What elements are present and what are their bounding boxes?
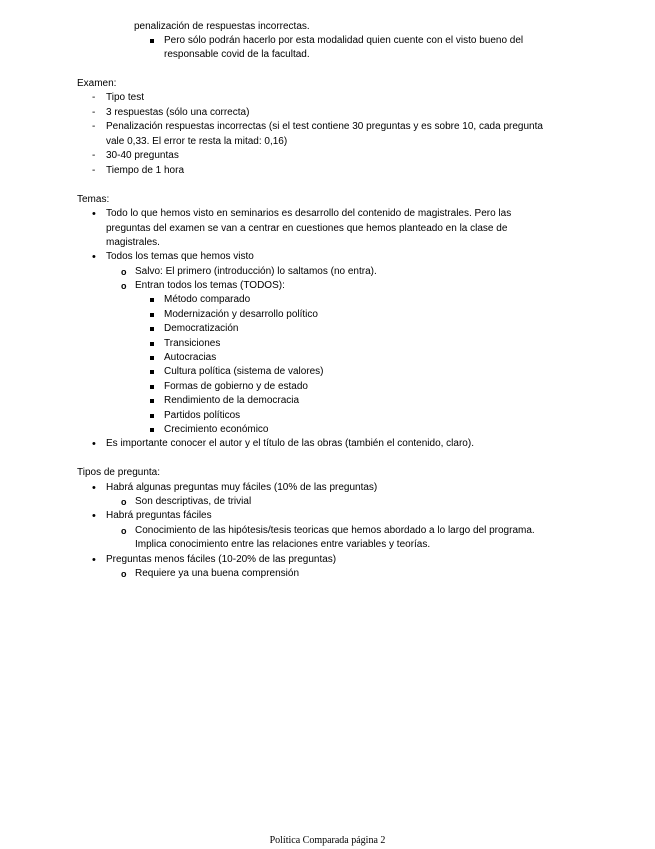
topic-item: Cultura política (sistema de valores) (164, 365, 324, 380)
list-item: Pero sólo podrán hacerlo por esta modalidad quien cuente con el visto bueno del (164, 34, 523, 49)
text-line: Implica conocimiento entre las relaciones entre variables y teorías. (135, 539, 431, 550)
list-item: o Entran todos los temas (TODOS): (135, 279, 285, 294)
list-item: - 3 respuestas (sólo una correcta) (106, 106, 249, 121)
section-heading-tipos: Tipos de pregunta: (77, 467, 161, 478)
topic-item: Modernización y desarrollo político (164, 308, 318, 323)
list-item: • Todo lo que hemos visto en seminarios es desarrollo del contenido de magistrales. Pero las (106, 207, 511, 222)
topic-item: Método comparado (164, 293, 250, 308)
text-line: vale 0,33. El error te resta la mitad: 0,16) (106, 136, 288, 147)
text-line: magistrales. (106, 237, 160, 248)
list-item: • Todos los temas que hemos visto (106, 250, 254, 265)
topic-item: Rendimiento de la democracia (164, 394, 299, 409)
list-item: • Es importante conocer el autor y el título de las obras (también el contenido, claro). (106, 437, 474, 452)
topic-item: Formas de gobierno y de estado (164, 380, 308, 395)
topic-item: Crecimiento económico (164, 423, 269, 438)
section-heading-examen: Examen: (77, 78, 117, 89)
list-item: • Habrá preguntas fáciles (106, 509, 212, 524)
list-item: o Conocimiento de las hipótesis/tesis teoricas que hemos abordado a lo largo del programa. (135, 524, 535, 539)
list-item: - Tipo test (106, 91, 144, 106)
topic-item: Transiciones (164, 337, 220, 352)
text-line: penalización de respuestas incorrectas. (134, 21, 310, 32)
text-line: preguntas del examen se van a centrar en cuestiones que hemos planteado en la clase de (106, 223, 508, 234)
page-footer: Política Comparada página 2 (269, 835, 386, 846)
list-item: • Habrá algunas preguntas muy fáciles (10% de las preguntas) (106, 481, 377, 496)
list-item: - Tiempo de 1 hora (106, 164, 184, 179)
list-item: o Requiere ya una buena comprensión (135, 567, 299, 582)
topic-item: Partidos políticos (164, 409, 240, 424)
topic-item: Democratización (164, 322, 238, 337)
list-item: - Penalización respuestas incorrectas (si el test contiene 30 preguntas y es sobre 10, cada pregunta (106, 120, 543, 135)
text-line: responsable covid de la facultad. (164, 49, 310, 60)
list-item: • Preguntas menos fáciles (10-20% de las preguntas) (106, 553, 336, 568)
topic-item: Autocracias (164, 351, 216, 366)
list-item: - 30-40 preguntas (106, 149, 179, 164)
section-heading-temas: Temas: (77, 194, 110, 205)
list-item: o Salvo: El primero (introducción) lo saltamos (no entra). (135, 265, 377, 280)
list-item: o Son descriptivas, de trivial (135, 495, 251, 510)
